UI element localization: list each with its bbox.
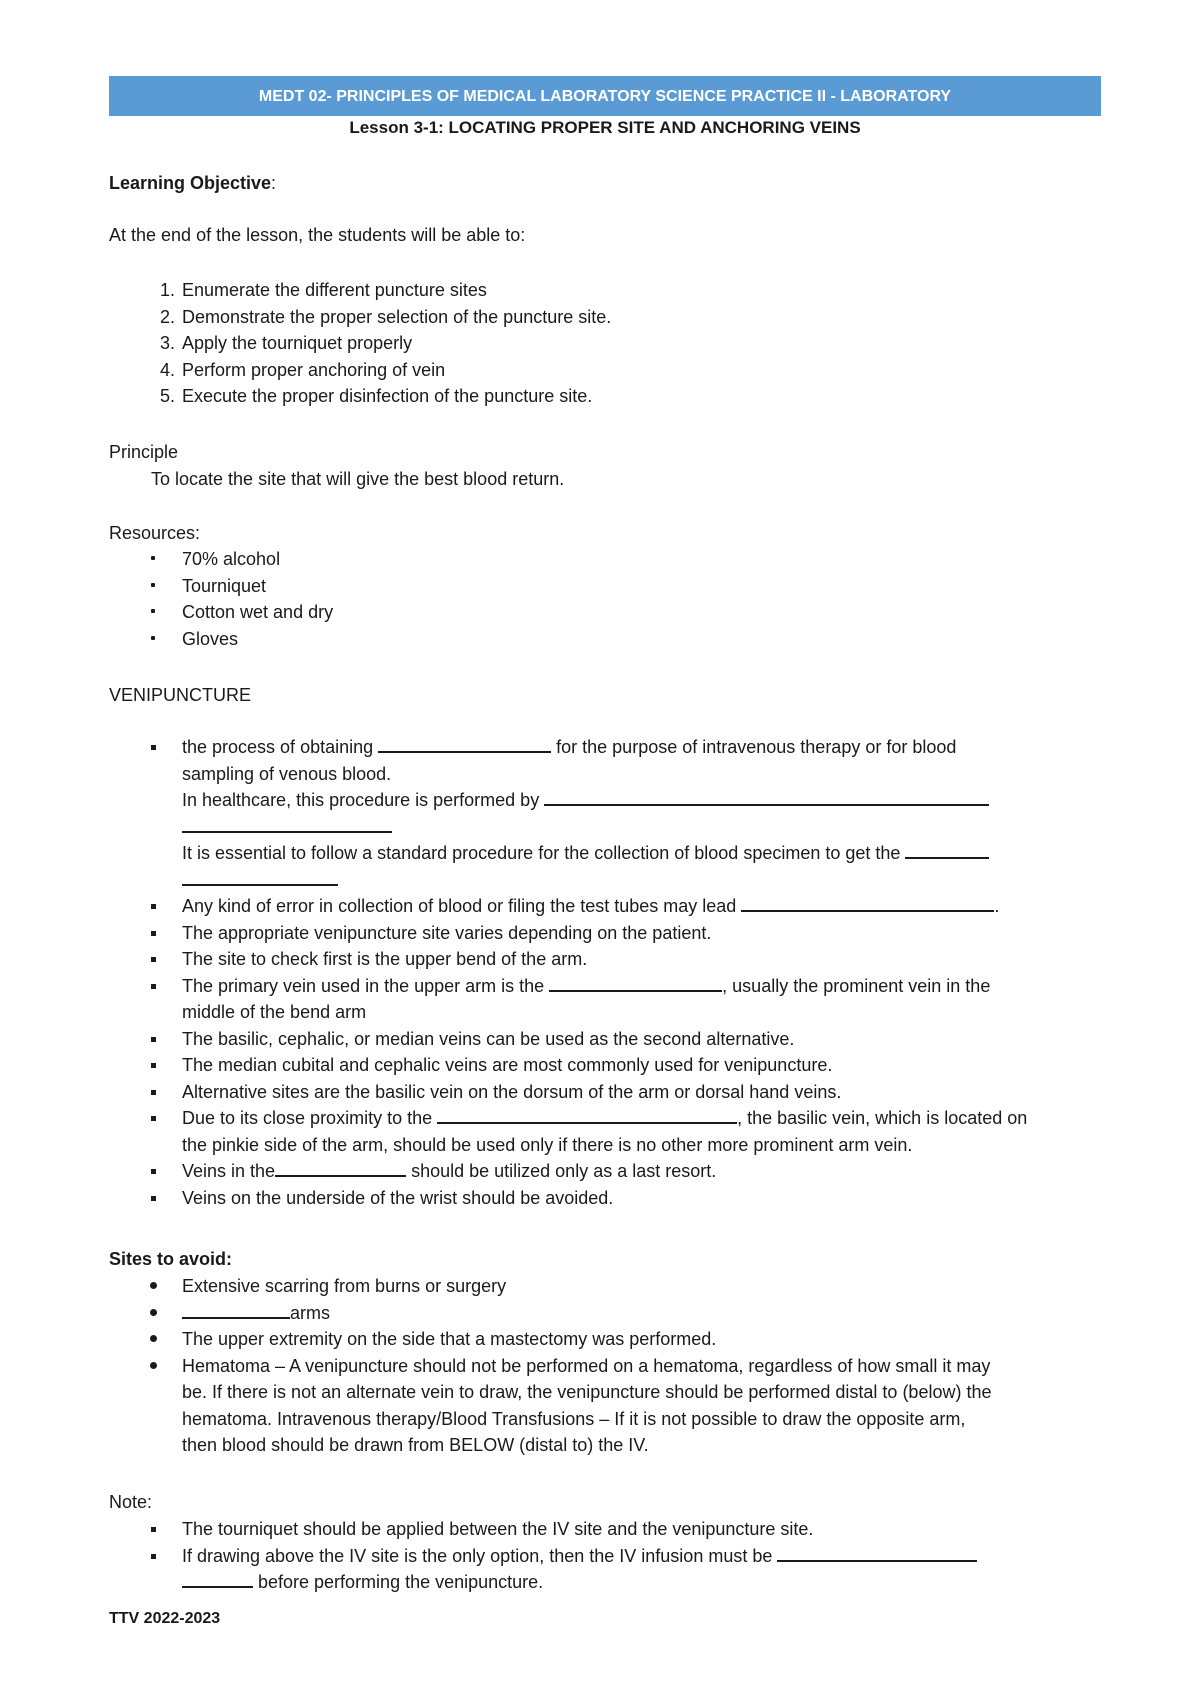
objective-intro: At the end of the lesson, the students will be able to: [109, 225, 526, 245]
list-item-text: Tourniquet [182, 575, 267, 596]
avoid-heading: Sites to avoid: [109, 1249, 233, 1269]
course-header-bar: MEDT 02- PRINCIPLES OF MEDICAL LABORATORY SCIENCE PRACTICE II - LABORATORY [109, 76, 1101, 116]
fill-blank [182, 814, 392, 833]
list-item: The basilic, cephalic, or median veins can be used as the second alternative. [109, 1026, 1129, 1053]
objective-heading [109, 170, 276, 196]
bullet-icon [151, 1063, 156, 1068]
list-item [109, 383, 1129, 410]
bullet-icon [150, 1362, 157, 1369]
list-number: 4. [159, 359, 175, 380]
bullet-icon [151, 583, 155, 587]
list-item [109, 546, 1129, 573]
list-item: Due to its close proximity to the , the basilic vein, which is located on the pinkie side of the arm, should be used only if there is no other more prominent arm vein. [109, 1105, 1129, 1158]
bullet-icon [151, 1116, 156, 1121]
list-item [109, 573, 1129, 600]
list-item: Veins in the should be utilized only as a last resort. [109, 1158, 1129, 1185]
bullet-icon [150, 1335, 157, 1342]
list-item [109, 304, 1129, 331]
list-item: Extensive scarring from burns or surgery [109, 1273, 1129, 1300]
list-item: Hematoma – A venipuncture should not be performed on a hematoma, regardless of how small it may be. If there is not an alternate vein to draw, the venipuncture should be performed distal to (below) the hematoma. Intravenous therapy/Blood Transfusions – If it is not possible to draw the opposite arm, then blood should be drawn from BELOW (distal to) the IV. [109, 1353, 1129, 1459]
vp-b1-line2: sampling of venous blood. [182, 763, 392, 784]
note-heading: Note: [109, 1492, 153, 1512]
list-item-text: Execute the proper disinfection of the puncture site. [182, 386, 593, 406]
bullet-icon [151, 1196, 156, 1201]
list-item-text: Cotton wet and dry [182, 602, 334, 622]
list-item-text: Perform proper anchoring of vein [182, 359, 446, 380]
fill-blank [182, 1300, 290, 1319]
list-item: The tourniquet should be applied between the IV site and the venipuncture site. [109, 1516, 1129, 1543]
bullet-icon [150, 1309, 157, 1316]
fill-blank [437, 1105, 737, 1124]
list-item: Alternative sites are the basilic vein on the dorsum of the arm or dorsal hand veins. [109, 1079, 1129, 1106]
list-item [109, 277, 1129, 304]
list-number: 1. [159, 280, 175, 300]
fill-blank [378, 734, 551, 753]
fill-blank [182, 1569, 253, 1588]
list-item [109, 357, 1129, 384]
fill-blank [275, 1158, 406, 1177]
fill-blank [777, 1543, 977, 1562]
fill-blank [549, 973, 722, 992]
list-item: If drawing above the IV site is the only option, then the IV infusion must be before performing the venipuncture. [109, 1543, 1129, 1596]
list-item: The upper extremity on the side that a mastectomy was performed. [109, 1326, 1129, 1353]
vp-b1-line5: It is essential to follow a standard procedure for the collection of blood specimen to get the [182, 840, 1129, 867]
note-list [109, 1516, 1129, 1596]
list-item [109, 734, 1129, 893]
list-number: 3. [159, 333, 175, 353]
resources-list [109, 546, 1129, 652]
venipuncture-heading: VENIPUNCTURE [109, 685, 252, 705]
bullet-icon [151, 1169, 156, 1174]
bullet-icon [151, 636, 155, 640]
bullet-icon [151, 745, 156, 750]
bullet-icon [151, 1037, 156, 1042]
list-item-text: Gloves [182, 628, 239, 649]
list-number: 2. [159, 306, 175, 327]
vp-b1-line3: In healthcare, this procedure is performed by [182, 787, 1129, 814]
bullet-icon [151, 904, 156, 909]
bullet-icon [151, 931, 156, 936]
bullet-icon [151, 556, 155, 560]
list-item: Veins on the underside of the wrist should be avoided. [109, 1185, 1129, 1212]
venipuncture-list [109, 734, 1129, 1211]
bullet-icon [151, 984, 156, 989]
bullet-icon [151, 609, 155, 613]
list-item: The median cubital and cephalic veins are most commonly used for venipuncture. [109, 1052, 1129, 1079]
objective-list [109, 277, 1129, 410]
principle-text: To locate the site that will give the best blood return. [151, 469, 565, 489]
list-item: Any kind of error in collection of blood or filing the test tubes may lead . [109, 893, 1129, 920]
bullet-icon [151, 1527, 156, 1532]
resources-heading: Resources: [109, 523, 201, 543]
fill-blank [741, 893, 994, 912]
list-item: The site to check first is the upper bend of the arm. [109, 946, 1129, 973]
list-item-text: Demonstrate the proper selection of the puncture site. [182, 306, 612, 327]
avoid-list [109, 1273, 1129, 1459]
list-item-text: Enumerate the different puncture sites [182, 280, 487, 300]
lesson-title: Lesson 3-1: LOCATING PROPER SITE AND ANCHORING VEINS [349, 118, 861, 137]
bullet-icon [151, 1554, 156, 1559]
list-item-text: 70% alcohol [182, 549, 281, 569]
bullet-icon [151, 1090, 156, 1095]
list-item [109, 330, 1129, 357]
vp-b1-line1: the process of obtaining for the purpose of intravenous therapy or for blood [182, 734, 1129, 761]
list-item [109, 626, 1129, 653]
list-number: 5. [159, 386, 175, 406]
fill-blank [905, 840, 989, 859]
list-item [109, 599, 1129, 626]
fill-blank [182, 867, 338, 886]
bullet-icon [151, 957, 156, 962]
list-item: The appropriate venipuncture site varies depending on the patient. [109, 920, 1129, 947]
bullet-icon [150, 1282, 157, 1289]
principle-heading: Principle [109, 442, 179, 462]
objective-heading-text: Learning Objective [109, 173, 272, 193]
vp-b1-line6 [182, 867, 1129, 894]
footer-text: TTV 2022-2023 [109, 1610, 221, 1627]
objective-heading-colon: : [271, 173, 277, 193]
vp-b1-line4 [182, 814, 1129, 841]
fill-blank [544, 787, 989, 806]
list-item: arms [109, 1300, 1129, 1327]
list-item-text: Apply the tourniquet properly [182, 333, 413, 353]
list-item: The primary vein used in the upper arm is the , usually the prominent vein in the middle of the bend arm [109, 973, 1129, 1026]
